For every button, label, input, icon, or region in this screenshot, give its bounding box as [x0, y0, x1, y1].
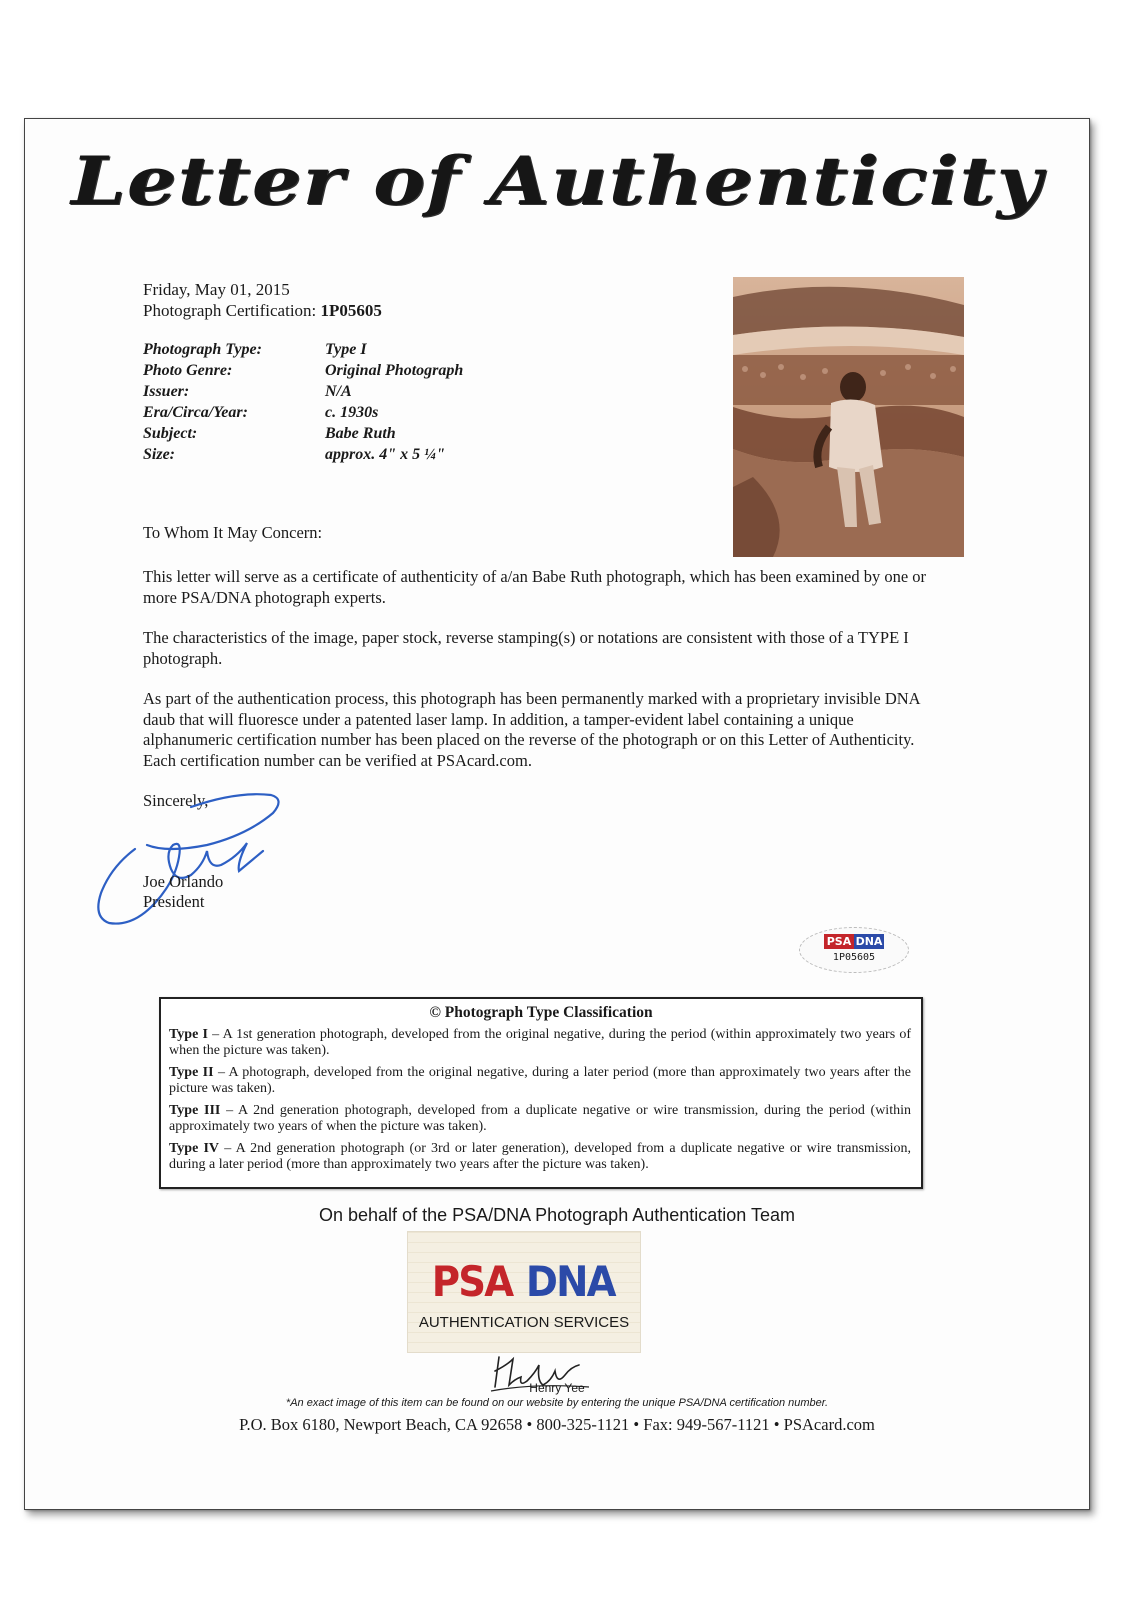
classification-text: – A photograph, developed from the original negative, during a later period (more than approximately two years after the picture was taken). — [169, 1065, 911, 1096]
detail-value: Babe Ruth — [325, 425, 396, 442]
certification-number: 1P05605 — [320, 301, 382, 320]
classification-text: – A 2nd generation photograph, developed from a duplicate negative or wire transmission, during the period (within approximately two years of when the picture was taken). — [169, 1103, 911, 1134]
classification-entry — [169, 1027, 911, 1059]
classification-entry — [169, 1103, 911, 1135]
detail-value: Type I — [325, 341, 367, 358]
paragraph-3: As part of the authentication process, this photograph has been permanently marked with a proprietary invisible DNA daub that will fluoresce under a patented laser lamp. In addition, a tamper-evident label containing a unique alphanumeric certification number has been placed on the reverse of the photograph or on this Letter of Authenticity. Each certification number can be verified at PSAcard.com. — [143, 689, 920, 770]
type-classification-box — [159, 997, 923, 1189]
detail-value: c. 1930s — [325, 404, 379, 421]
letter-sheet — [24, 118, 1090, 1510]
classification-entry — [169, 1141, 911, 1173]
detail-value: approx. 4" x 5 ¼" — [325, 446, 445, 463]
classification-title: © Photograph Type Classification — [429, 1004, 653, 1021]
detail-label: Photograph Type: — [143, 341, 262, 358]
classification-entry — [169, 1065, 911, 1097]
classification-text: – A 1st generation photograph, developed from the original negative, during the period (within approximately two years of when the picture was taken). — [169, 1027, 911, 1058]
logo-psa: PSA — [431, 1257, 513, 1306]
detail-label: Issuer: — [143, 383, 190, 400]
classification-type: Type II — [169, 1065, 214, 1080]
second-signer-name: Henry Yee — [529, 1381, 585, 1395]
logo-dna: DNA — [525, 1257, 615, 1306]
paragraph-2: The characteristics of the image, paper stock, reverse stamping(s) or notations are consistent with those of a TYPE I photograph. — [143, 628, 909, 668]
footer-note: *An exact image of this item can be found on our website by entering the unique PSA/DNA certification number. — [285, 1397, 829, 1409]
certification-label: Photograph Certification: — [143, 301, 317, 320]
team-line: On behalf of the PSA/DNA Photograph Authentication Team — [319, 1205, 795, 1225]
detail-label: Subject: — [143, 425, 198, 442]
certification-sticker — [799, 927, 909, 973]
detail-label: Photo Genre: — [143, 362, 233, 379]
subject-photograph — [733, 277, 964, 557]
classification-type: Type III — [169, 1103, 221, 1118]
classification-type: Type I — [169, 1027, 208, 1042]
sticker-brand-dna: DNA — [855, 935, 883, 948]
sticker-brand-psa: PSA — [824, 934, 854, 949]
letter-date: Friday, May 01, 2015 — [143, 280, 290, 299]
document-title: Letter of Authenticity — [70, 142, 1044, 220]
signer-name: Joe Orlando — [143, 872, 224, 891]
psa-dna-logo — [407, 1231, 641, 1353]
closing: Sincerely, — [143, 791, 209, 810]
sticker-cert-number: 1P05605 — [832, 952, 876, 963]
photograph-image — [733, 277, 964, 557]
detail-label: Era/Circa/Year: — [143, 404, 248, 421]
classification-type: Type IV — [169, 1141, 220, 1156]
logo-subtitle: AUTHENTICATION SERVICES — [418, 1314, 630, 1331]
paragraph-1: This letter will serve as a certificate of authenticity of a/an Babe Ruth photograph, which has been examined by one or more PSA/DNA photograph experts. — [143, 567, 927, 607]
signer-title: President — [143, 892, 205, 911]
detail-value: Original Photograph — [325, 362, 464, 379]
salutation: To Whom It May Concern: — [143, 523, 323, 542]
certification-line — [143, 300, 382, 321]
detail-value: N/A — [325, 383, 352, 400]
detail-label: Size: — [143, 446, 175, 463]
classification-text: – A 2nd generation photograph (or 3rd or later generation), developed from a duplicate negative or wire transmission, during a later period (more than approximately two years after the picture was taken). — [169, 1141, 912, 1172]
footer-address: P.O. Box 6180, Newport Beach, CA 92658 • 800-325-1121 • Fax: 949-567-1121 • PSAcard.com — [239, 1415, 875, 1434]
sticker-logo — [824, 934, 884, 949]
